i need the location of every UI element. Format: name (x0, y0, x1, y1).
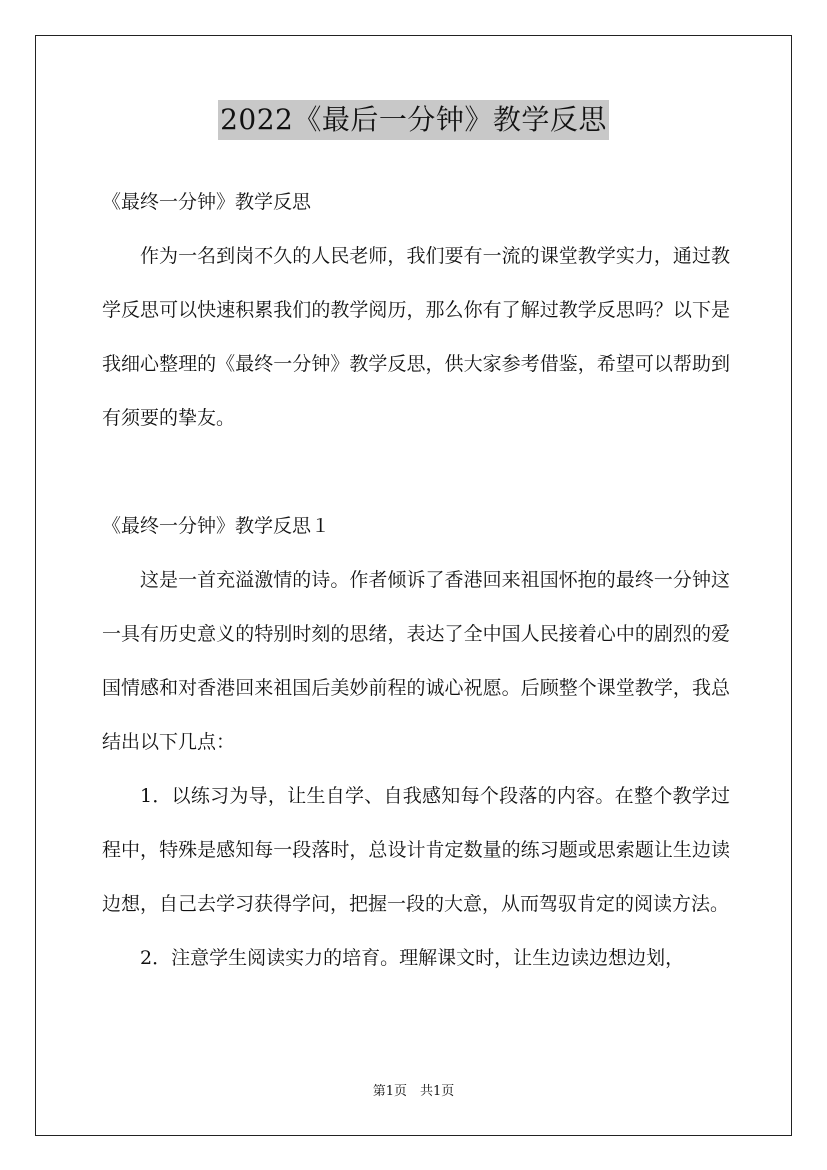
page-footer: 第1页 共1页 (372, 1084, 455, 1099)
document-subtitle: 《最终一分钟》教学反思 (102, 191, 312, 213)
intro-paragraph: 作为一名到岗不久的人民老师，我们要有一流的课堂教学实力，通过教学反思可以快速积累我们的教学阅历，那么你有了解过教学反思吗？以下是我细心整理的《最终一分钟》教学反思，供大家参考借鉴，希望可以帮助到有须要的挚友。 (102, 245, 730, 429)
body-paragraph-3: 2．注意学生阅读实力的培育。理解课文时，让生边读边想边划， (140, 947, 685, 969)
body-paragraph-1: 这是一首充溢激情的诗。作者倾诉了香港回来祖国怀抱的最终一分钟这一具有历史意义的特别时刻的思绪，表达了全中国人民接着心中的剧烈的爱国情感和对香港回来祖国后美妙前程的诚心祝愿。后顾整个课堂教学，我总结出以下几点： (102, 569, 730, 753)
document-title: 2022《最后一分钟》教学反思 (218, 100, 609, 140)
section-gap (102, 445, 730, 499)
title-wrap (0, 100, 827, 140)
body-paragraph-2: 1．以练习为导，让生自学、自我感知每个段落的内容。在整个教学过程中，特殊是感知每一段落时，总设计肯定数量的练习题或思索题让生边读边想，自己去学习获得学问，把握一段的大意，从而驾驭肯定的阅读方法。 (102, 785, 730, 915)
section-heading: 《最终一分钟》教学反思１ (102, 515, 331, 537)
document-body (102, 175, 730, 985)
